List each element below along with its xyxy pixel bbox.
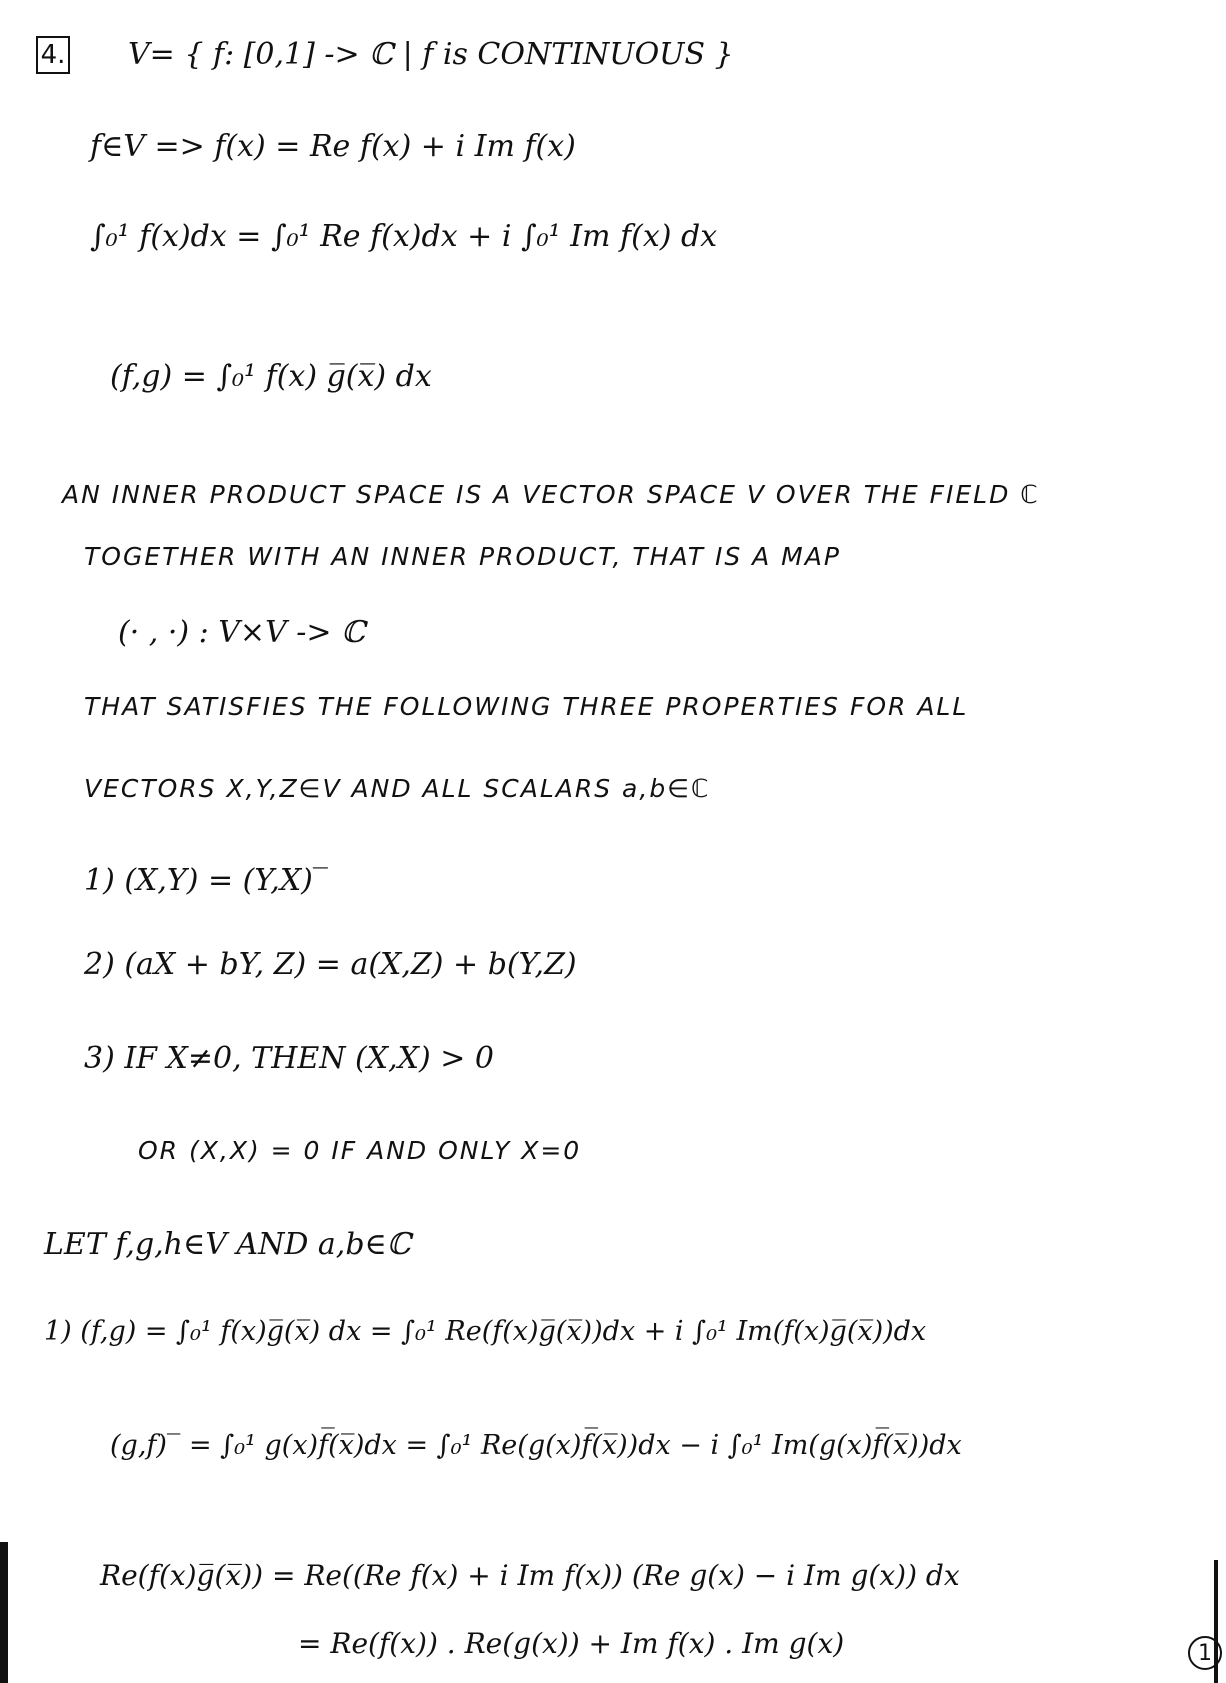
ips-definition-line-1: AN INNER PRODUCT SPACE IS A VECTOR SPACE V OVER THE FIELD ℂ <box>62 480 1040 509</box>
real-part-result: = Re(f(x)) . Re(g(x)) + Im f(x) . Im g(x) <box>298 1627 845 1660</box>
proof-step-1-conjugate: (g,f)‾ = ∫₀¹ g(x)f̅(x̅)dx = ∫₀¹ Re(g(x)f̅(x̅))dx − i ∫₀¹ Im(g(x)f̅(x̅))dx <box>110 1430 962 1461</box>
ips-definition-line-4: VECTORS X,Y,Z∈V AND ALL SCALARS a,b∈ℂ <box>84 774 711 803</box>
scan-edge-shadow-right <box>1214 1560 1218 1683</box>
integral-decomposition: ∫₀¹ f(x)dx = ∫₀¹ Re f(x)dx + i ∫₀¹ Im f(x) dx <box>90 219 718 254</box>
decomposition-into-re-im: f∈V => f(x) = Re f(x) + i Im f(x) <box>90 129 576 164</box>
definition-of-v: V= { f: [0,1] -> ℂ | f is CONTINUOUS } <box>128 37 734 72</box>
property-3-or: OR (X,X) = 0 IF AND ONLY X=0 <box>138 1136 582 1165</box>
property-1: 1) (X,Y) = (Y,X)‾ <box>84 863 328 898</box>
problem-number-box <box>36 36 70 74</box>
property-2: 2) (aX + bY, Z) = a(X,Z) + b(Y,Z) <box>84 947 577 982</box>
property-3: 3) IF X≠0, THEN (X,X) > 0 <box>84 1041 494 1076</box>
ips-definition-line-3: THAT SATISFIES THE FOLLOWING THREE PROPERTIES FOR ALL <box>84 692 969 721</box>
inner-product-map: (· , ·) : V×V -> ℂ <box>118 615 365 650</box>
inner-product-definition: (f,g) = ∫₀¹ f(x) g̅(x̅) dx <box>110 359 432 394</box>
proof-step-1: 1) (f,g) = ∫₀¹ f(x)g̅(x̅) dx = ∫₀¹ Re(f(x)g̅(x̅))dx + i ∫₀¹ Im(f(x)g̅(x̅))dx <box>44 1316 927 1347</box>
ips-definition-line-2: TOGETHER WITH AN INNER PRODUCT, THAT IS A MAP <box>84 542 841 571</box>
problem-number: 4. <box>40 40 66 70</box>
page-number: 1 <box>1198 1640 1212 1666</box>
real-part-expansion: Re(f(x)g̅(x̅)) = Re((Re f(x) + i Im f(x)) (Re g(x) − i Im g(x)) dx <box>100 1559 960 1592</box>
let-statement: LET f,g,h∈V AND a,b∈ℂ <box>44 1227 411 1262</box>
scan-edge-shadow <box>0 1542 8 1683</box>
